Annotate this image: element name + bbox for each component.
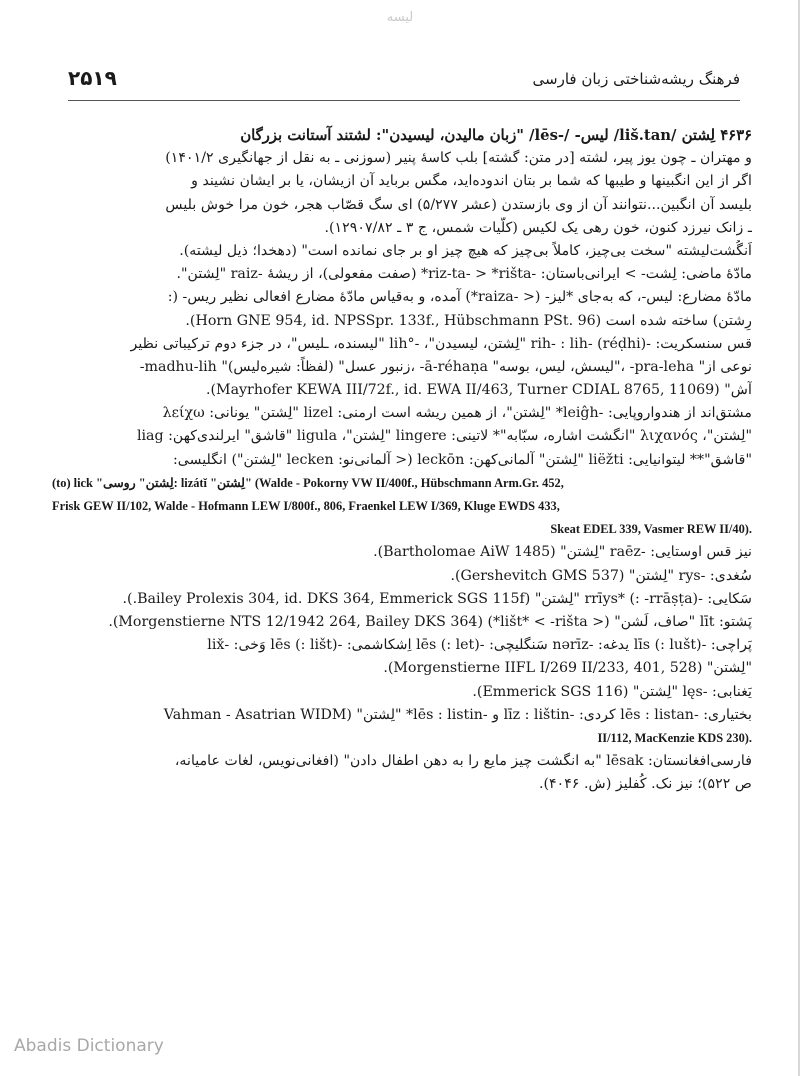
reference-line: Frisk GEW II/102, Walde - Hofmann LEW I/800f., 806, Fraenkel LEW I/369, Kluge EWDS 433, xyxy=(52,499,560,513)
entry-body xyxy=(52,124,752,796)
text-line: مشتق‌اند از هندواروپایی: -leiĝh* "لِشتن"، از همین ریشه است ارمنی: lizel "لِشتن" یونانی: λείχω xyxy=(162,405,752,422)
text-line: بلیسد آن انگبین...نتوانند آن از وی بازستدن (عشر ۵/۲۷۷) ای سگ قصّاب هجر، خون مرا خوش بلیس xyxy=(165,196,752,213)
top-watermark: لیسه xyxy=(386,10,414,25)
text-line: قس سنسکریت: -rih- : lih- (réḍhi) "لِشتن، لیسیدن"، -°lih "لیسنده، ـلیس"، در جزء دوم ترکیباتی نظیر xyxy=(130,335,752,352)
site-watermark: Abadis Dictionary xyxy=(14,1036,164,1056)
reference-line: II/112, MacKenzie KDS 230). xyxy=(597,730,752,745)
page-number: ۲۵۱۹ xyxy=(68,66,117,90)
text-line: اگر از این انگبینها و طیبها که شما بر بتان اندوده‌اید، مگس برباید آن ازیشان، یا بر ایشان نشیند و xyxy=(191,173,752,190)
text-line: اَنگُشت‌لیشته "سخت بی‌چیز، کاملاً بی‌چیز که هیچ چیز او بر جای نمانده است" (دهخدا؛ ذیل لیشته). xyxy=(179,242,752,259)
reference-line: (to) lick "لِشتن" روسی: lizátĭ "لِشتن" (Walde - Pokorny VW II/400f., Hübschmann Arm.Gr. 452, xyxy=(52,475,564,490)
text-line: "لِشتن" (Morgenstierne IIFL I/269 II/233, 401, 528). xyxy=(383,660,752,677)
text-line: ـ زانک نیرزد کنون، خون رهی یک لکیس (کلّیات شمس، ج ۳ ـ ۱۲۹۰۷/۸۲). xyxy=(324,219,752,236)
text-line: پَشتو: līt "صاف، لَشن" (< lišt* < -rišta*) (Morgenstierne NTS 12/1942 264, Bailey DKS 364). xyxy=(108,613,752,630)
text-line: نیز قس اوستایی: -raēz "لِشتن" (Bartholomae AiW 1485). xyxy=(373,544,752,561)
page-header xyxy=(68,66,740,96)
text-line: سُغدی: -rys "لِشتن" (Gershevitch GMS 537). xyxy=(450,567,752,584)
text-line: بختیاری: -lēs : listan کردی: -līz : lištin و -lēs : listin* "لِشتن" (Vahman - Asatrian WIDM xyxy=(163,706,752,723)
text-line: فارسی‌افغانستان: lēsak "به انگشت چیز مایع را به دهن اطفال دادن" (افغانی‌نویس، لغات عامیانه، xyxy=(174,753,752,770)
text-line: "قاشق"** لیتوانیایی: liëžti "لِشتن" آلمانی‌کهن: leckōn (< آلمانی‌نو: lecken "لِشتن") انگلیسی: xyxy=(172,451,752,468)
text-line: -madhu-lih "زنبور عسل" (لفظاً: شیره‌لیس)، -ā-réhaṇa "لیسش، لیس، بوسه"، -pra-leha "نوعی از xyxy=(139,358,752,375)
text-line: "لِشتن"، λιχανός "انگشت اشاره، سبّابه"* لاتینی: lingere "لِشتن"، ligula "قاشق" ایرلندی‌کهن: liag xyxy=(136,428,752,445)
text-line: ص ۵۲۲)؛ نیز نک. کُفلیز (ش. ۴۰۴۶). xyxy=(539,776,752,793)
reference-line: Skeat EDEL 339, Vasmer REW II/40). xyxy=(550,522,752,537)
entry-headline: ۴۶۳۶ لِشتن /liš.tan/ لیس- /-lēs/ "زبان مالیدن، لیسیدن": لشتند آستانت بزرگان xyxy=(240,127,752,144)
text-line: سَکایی: -rrīys* (: -rrāṣṭa) "لِشتن" (Bailey Prolexis 304, id. DKS 364, Emmerick SGS 115f.). xyxy=(122,590,752,607)
text-line: آش" (Mayrhofer KEWA III/72f., id. EWA II/463, Turner CDIAL 8765, 11069). xyxy=(206,382,752,399)
text-line: پَراچی: -līs (: lušt) یدغه: -nərīz سَنگلیچی: -lēs (: let) اِشکاشمی: -lēs (: lišt) وَخی: -lix̌ xyxy=(207,637,752,654)
text-line: و مهتران ـ چون یوز پیر، لشته [در متن: گشته] بلب کاسهٔ پنیر (سوزنی ـ به نقل از جهانگیری ۱۴۰۱/۲) xyxy=(165,150,752,167)
header-rule xyxy=(68,100,740,101)
text-line: مادّهٔ ماضی: لِشت- > ایرانی‌باستان: -riz-ta- > *rišta* (صفت مفعولی)، از ریشهٔ -raiz "لِشتن". xyxy=(176,266,752,283)
text-line: مادّهٔ مضارع: لیس-، که به‌جای *لیز- (< -raiza*) آمده، و به‌قیاس مادّهٔ مضارع افعالی نظیر ریس- (: xyxy=(167,289,752,306)
text-line: یَغنابی: -lęs "لِشتن" (Emmerick SGS 116). xyxy=(472,683,752,700)
text-line: رِشتن) ساخته شده است (Horn GNE 954, id. NPSSpr. 133f., Hübschmann PSt. 96). xyxy=(185,312,752,329)
running-title: فرهنگ ریشه‌شناختی زبان فارسی xyxy=(532,70,740,88)
